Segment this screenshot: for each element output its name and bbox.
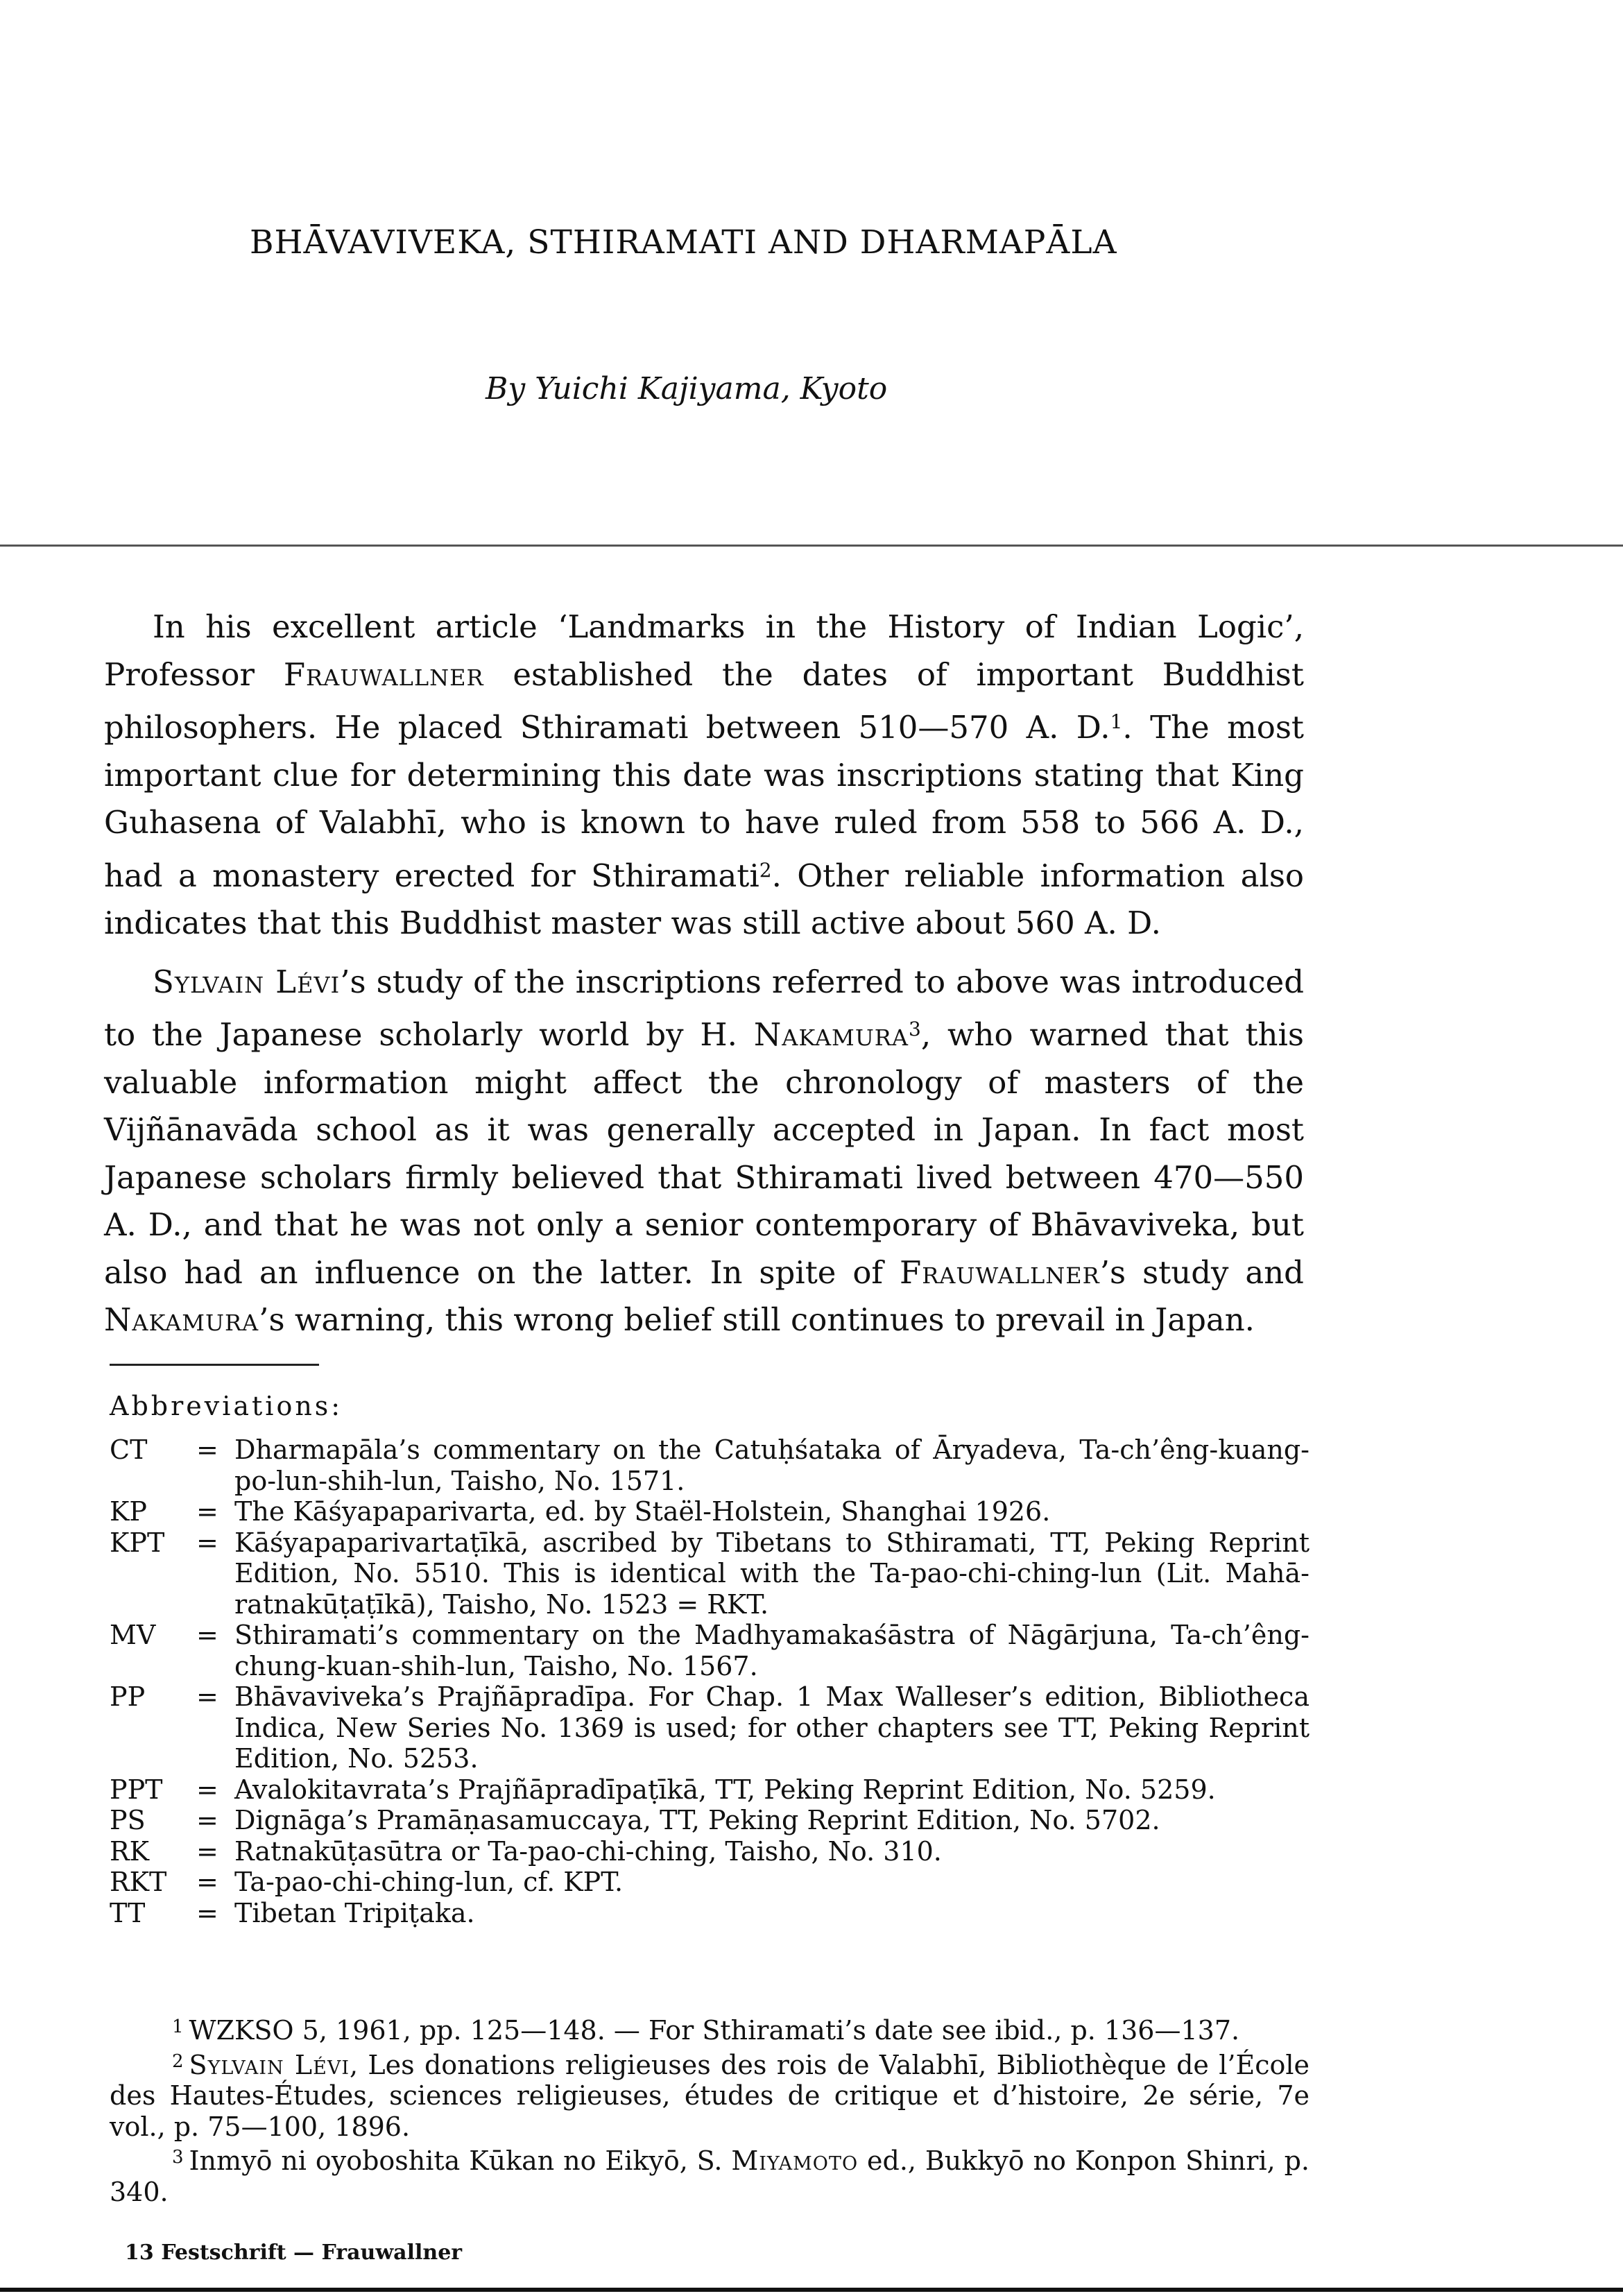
page-footer: 13 Festschrift — Frauwallner [125,2241,463,2265]
abbreviation-definition: Avalokitavrata’s Prajñāpradīpaṭīkā, TT, Peking Reprint Edition, No. 5259. [234,1774,1216,1805]
footnote-text: ed., Bukkyō no Konpon Shinri, p. 340. [110,2145,1309,2207]
abbreviation-key: CT [110,1434,148,1465]
footnote-number: 1 [172,2016,184,2037]
abbreviation-row [110,1620,1309,1681]
abbreviation-row [110,1867,1309,1898]
footnote-text: Inmyō ni oyoboshita Kūkan no Eikyō, S. [189,2145,732,2176]
abbreviation-equals: = [196,1620,218,1650]
abbreviation-equals: = [196,1897,218,1928]
abbreviation-key: MV [110,1620,156,1650]
footnote-ref-2: 2 [759,858,772,882]
abbreviation-key: PS [110,1805,146,1835]
abbreviation-key: RK [110,1835,149,1867]
footnote-2 [110,2046,1309,2143]
author-byline: By Yuichi Kajiyama, Kyoto [486,371,888,406]
abbreviation-definition: Bhāvaviveka’s Prajñāpradīpa. For Chap. 1 Max Walleser’s edition, Bibliotheca Indica, New Series No. 1369 is used; for other chapters see TT, Peking Reprint Edition, No. 5253. [234,1681,1309,1774]
abbreviations-heading: Abbreviations: [110,1391,343,1421]
abbreviation-equals: = [196,1496,218,1527]
abbreviation-row [110,1898,1309,1929]
abbreviation-key: PP [110,1681,146,1712]
abbreviation-definition: Ratnakūṭasūtra or Ta-pao-chi-ching, Taisho, No. 310. [234,1835,942,1867]
abbreviation-row [110,1496,1309,1527]
p1-text-c: established the dates of important Buddhist philosophers. He placed Sthiramati between 510—570 A. D. [104,656,1304,746]
abbreviations-list [110,1434,1309,1928]
p2-text-i: ’s warning, this wrong belief still continues to prevail in Japan. [259,1301,1255,1338]
abbreviation-row [110,1774,1309,1806]
author-name-levi: Sylvain Lévi [189,2049,350,2080]
footnote-number: 2 [172,2050,184,2072]
p1-text-a: In his excellent article ‘Landmarks in the History of Indian Logic’, Professor [104,608,1304,693]
header-rule [0,545,1623,547]
article-title: BHĀVAVIVEKA, STHIRAMATI AND DHARMAPĀLA [250,223,1117,262]
p2-text-e: , who warned that this valuable information might affect the chronology of masters of the Vijñānavāda school as it was generally accepted in Japan. In fact most Japanese scholars firmly believed that Sthiramati lived between 470—550 A. D., and that he was not only a senior contemporary of Bhāvaviveka, but also had an influence on the latter. In spite of [104,1016,1305,1291]
abbreviation-definition: Dignāga’s Pramāṇasamuccaya, TT, Peking Reprint Edition, No. 5702. [234,1805,1160,1835]
paragraph-2 [104,959,1304,1344]
abbreviation-equals: = [196,1774,218,1805]
body-text [104,603,1304,1355]
abbreviation-equals: = [196,1867,218,1897]
abbreviation-row [110,1805,1309,1836]
abbreviation-definition: Dharmapāla’s commentary on the Catuḥśataka of Āryadeva, Ta-ch’êng-kuang-po-lun-shih-lun, Taisho, No. 1571. [234,1434,1309,1496]
footnote-ref-1: 1 [1110,710,1123,733]
author-name-frauwallner: Frauwallner [283,656,484,693]
p2-text-g: ’s study and [1099,1253,1304,1291]
p1-text-e: . The most important clue for determining this date was inscriptions stating that King Guhasena of Valabhī, who is known to have ruled from 558 to 566 A. D., had a monastery erected for Sthiramati [104,709,1305,894]
abbreviation-key: KP [110,1496,147,1527]
bottom-rule [0,2288,1623,2292]
footnote-rule [110,1364,319,1366]
abbreviation-key: PPT [110,1774,163,1805]
abbreviation-equals: = [196,1835,218,1867]
footnote-text: WZKSO 5, 1961, pp. 125—148. — For Sthiramati’s date see ibid., p. 136—137. [189,2015,1240,2046]
author-name-miyamoto: Miyamoto [731,2145,859,2176]
abbreviation-definition: The Kāśyapaparivarta, ed. by Staël-Holstein, Shanghai 1926. [234,1496,1051,1527]
footnote-ref-3: 3 [908,1018,921,1040]
author-name-levi: Sylvain Lévi [153,963,341,1000]
abbreviation-definition: Sthiramati’s commentary on the Madhyamakaśāstra of Nāgārjuna, Ta-ch’êng-chung-kuan-shih-lun, Taisho, No. 1567. [234,1620,1309,1681]
footnotes [110,2012,1309,2207]
abbreviation-definition: Kāśyapaparivartaṭīkā, ascribed by Tibetans to Sthiramati, TT, Peking Reprint Edition, No. 5510. This is identical with the Ta-pao-chi-ching-lun (Lit. Mahā-ratnakūṭaṭīkā), Taisho, No. 1523 = RKT. [234,1527,1309,1620]
footnote-3 [110,2142,1309,2207]
abbreviation-equals: = [196,1805,218,1835]
footnote-number: 3 [172,2147,184,2168]
abbreviation-equals: = [196,1527,218,1558]
footnote-1 [110,2012,1309,2046]
paragraph-1 [104,603,1304,948]
abbreviation-row [110,1836,1309,1867]
abbreviation-key: KPT [110,1527,165,1558]
abbreviation-key: TT [110,1897,146,1928]
abbreviation-key: RKT [110,1867,167,1897]
abbreviation-definition: Tibetan Tripiṭaka. [234,1897,475,1928]
abbreviation-equals: = [196,1681,218,1712]
abbreviation-row [110,1527,1309,1620]
p1-text-g: . Other reliable information also indicates that this Buddhist master was still active about 560 A. D. [104,857,1305,941]
author-name-frauwallner: Frauwallner [899,1253,1100,1291]
author-name-nakamura: Nakamura [104,1301,259,1338]
footnote-text: , Les donations religieuses des rois de Valabhī, Bibliothèque de l’École des Hautes-Études, sciences religieuses, études de critique et d’histoire, 2e série, 7e vol., p. 75—100, 1896. [110,2049,1309,2142]
p2-text-b: ’s study of the inscriptions referred to above was introduced to the Japanese scholarly world by H. [104,963,1305,1053]
abbreviation-row [110,1434,1309,1496]
abbreviation-definition: Ta-pao-chi-ching-lun, cf. KPT. [234,1867,624,1897]
abbreviation-equals: = [196,1434,218,1465]
abbreviation-row [110,1681,1309,1774]
author-name-nakamura: Nakamura [753,1016,909,1053]
